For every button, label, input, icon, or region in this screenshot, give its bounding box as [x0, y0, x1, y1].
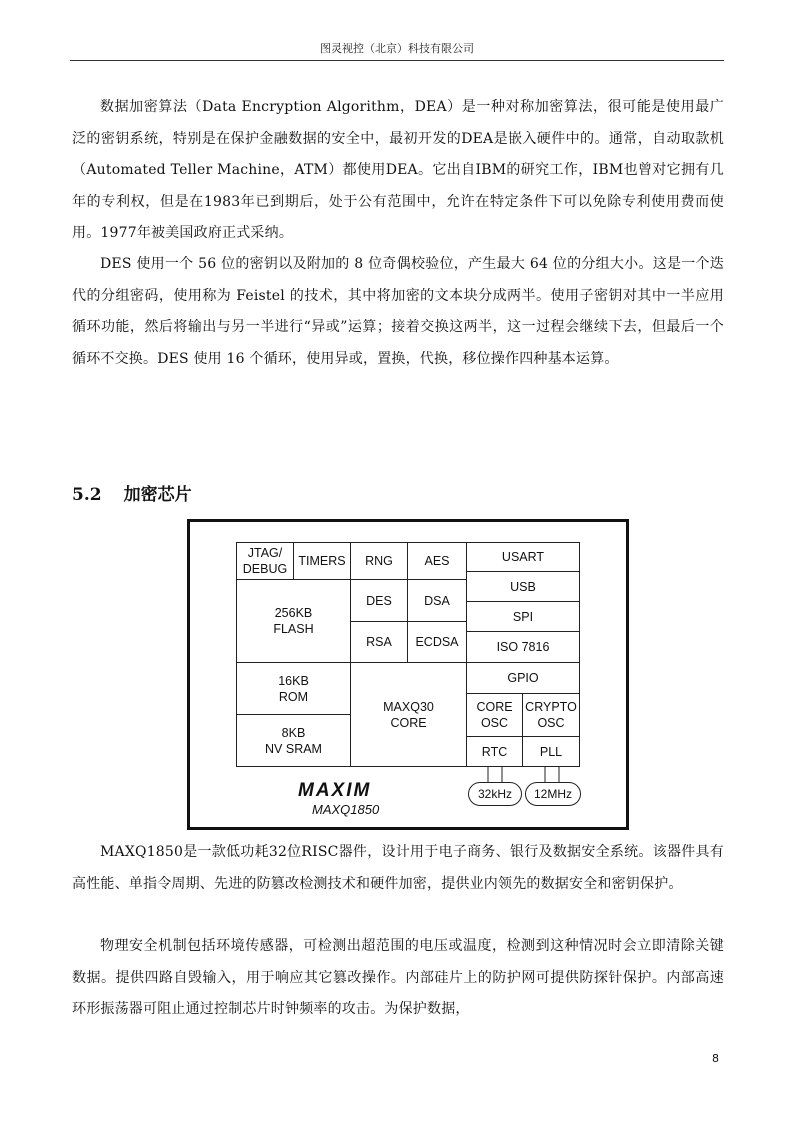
block-rtc: RTC: [466, 736, 523, 767]
block-aes: AES: [407, 542, 467, 580]
block-rom: 16KB ROM: [236, 662, 351, 715]
block-timers: TIMERS: [293, 542, 351, 580]
paragraph-des: DES 使用一个 56 位的密钥以及附加的 8 位奇偶校验位，产生最大 64 位的分组大小。这是一个迭代的分组密码，使用称为 Feistel 的技术，其中将加密的文本块分成两半。使用子密钥对其中一半应用循环功能，然后将输出与另一半进行“异或”运算；接着交换这两半，这一过程会继续下去，但最后一个循环不交换。DES 使用 16 个循环，使用异或，置换，代换，移位操作四种基本运算。: [72, 256, 724, 367]
maxq1850-block-diagram: [187, 519, 629, 830]
block-flash: 256KB FLASH: [236, 579, 351, 663]
block-jtag-debug: JTAG/ DEBUG: [236, 542, 294, 580]
block-rsa: RSA: [350, 621, 408, 663]
crystal-32khz: 32kHz: [468, 782, 522, 806]
block-spi: SPI: [466, 601, 580, 632]
crystal-12mhz: 12MHz: [525, 782, 581, 806]
block-pll: PLL: [522, 736, 580, 767]
header-rule: [70, 60, 724, 61]
block-ecdsa: ECDSA: [407, 621, 467, 663]
paragraph-dea: 数据加密算法（Data Encryption Algorithm，DEA）是一种对称加密算法，很可能是使用最广泛的密钥系统，特别是在保护金融数据的安全中，最初开发的DEA是嵌入硬件中的。通常，自动取款机（Automated Teller Machine，ATM）都使用DEA。它出自IBM的研究工作，IBM也曾对它拥有几年的专利权，但是在1983年已到期后，处于公有范围中，允许在特定条件下可以免除专利使用费而使用。1977年被美国政府正式采纳。: [72, 99, 724, 241]
section-heading: [72, 480, 192, 505]
block-dsa: DSA: [407, 579, 467, 622]
block-nv-sram: 8KB NV SRAM: [236, 714, 351, 767]
section-number: 5.2: [72, 485, 102, 505]
page-number: 8: [712, 1052, 719, 1065]
maxim-logo: MAXIM: [298, 780, 372, 801]
block-rng: RNG: [350, 542, 408, 580]
block-usart: USART: [466, 542, 580, 572]
page-header: 图灵视控（北京）科技有限公司: [320, 42, 474, 55]
paragraph-physical-security: 物理安全机制包括环境传感器，可检测出超范围的电压或温度，检测到这种情况时会立即清除关键数据。提供四路自毁输入，用于响应其它篡改操作。内部硅片上的防护网可提供防探针保护。内部高速环形振荡器可阻止通过控制芯片时钟频率的攻击。为保护数据，: [72, 938, 724, 1017]
paragraph-maxq1850: MAXQ1850是一款低功耗32位RISC器件，设计用于电子商务、银行及数据安全系统。该器件具有高性能、单指令周期、先进的防篡改检测技术和硬件加密，提供业内领先的数据安全和密钥保护。: [72, 844, 724, 892]
block-gpio: GPIO: [466, 662, 580, 694]
block-usb: USB: [466, 571, 580, 602]
part-number: MAXQ1850: [312, 802, 380, 817]
block-des: DES: [350, 579, 408, 622]
section-title: 加密芯片: [123, 485, 192, 505]
block-maxq30-core: MAXQ30 CORE: [350, 662, 467, 767]
block-iso7816: ISO 7816: [466, 631, 580, 663]
block-core-osc: CORE OSC: [466, 693, 523, 737]
block-crypto-osc: CRYPTO OSC: [522, 693, 580, 737]
